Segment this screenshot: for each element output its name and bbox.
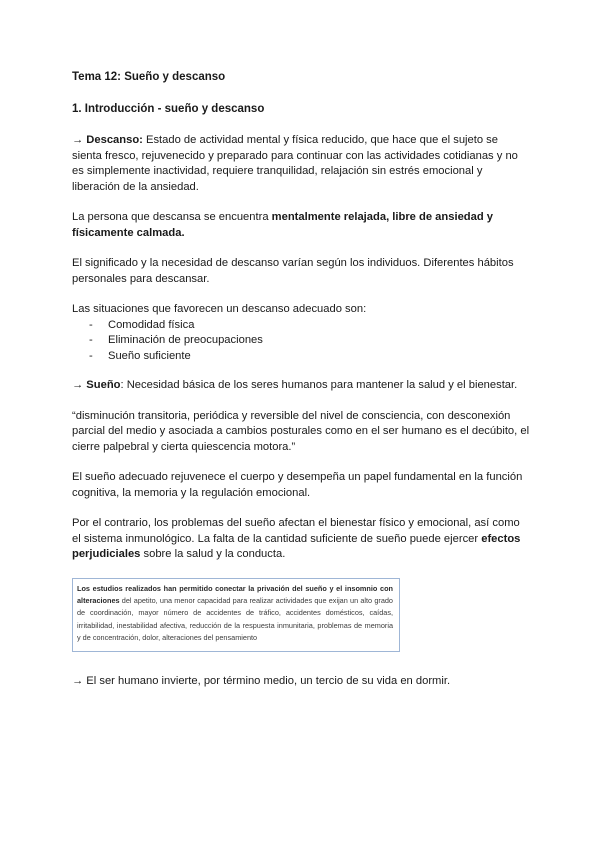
problemas-text-end: sobre la salud y la conducta. [140,548,286,560]
section-heading: 1. Introducción - sueño y descanso [72,102,265,115]
persona-emphasis: mentalmente relajada, libre de ansiedad y físicamente calmada. [72,211,494,239]
situaciones-list [72,318,530,365]
problemas-text: Por el contrario, los problemas del sueño afectan el bienestar físico y emocional, así como el sistema inmunológico. La falta de la cantidad suficiente de sueño puede ejercer [72,517,520,545]
rejuvenece-paragraph: El sueño adecuado rejuvenece el cuerpo y desempeña un papel fundamental en la función cognitiva, la memoria y la regulación emocional. [72,471,523,499]
list-item: - Comodidad física [72,318,530,334]
descanso-paragraph [72,133,530,195]
arrow-glyph: → [72,134,87,146]
situaciones-intro: Las situaciones que favorecen un descanso adecuado son: [72,303,367,315]
document-body [72,70,530,704]
significado-paragraph: El significado y la necesidad de descanso varían según los individuos. Diferentes hábitos personales para descansar. [72,257,514,285]
document-title: Tema 12: Sueño y descanso [72,71,226,83]
highlight-box [72,578,400,652]
persona-paragraph [72,210,530,241]
sueno-definition: : Necesidad básica de los seres humanos para mantener la salud y el bienestar. [120,379,518,391]
list-item: - Eliminación de preocupaciones [72,333,530,349]
persona-text: La persona que descansa se encuentra [72,211,272,223]
highlight-box-text: del apetito, una menor capacidad para realizar actividades que exijan un alto grado de coordinación, mayor número de accidentes de tráfico, accidentes domésticos, caídas, irritabilidad, inestabilidad afectiva, reducción de la respuesta inmunitaria, problemas de memoria y de concentración, dolor, alteraciones del pensamiento [77,595,393,643]
arrow-glyph: → [72,379,87,391]
descanso-definition: Estado de actividad mental y física reducido, que hace que el sujeto se sienta fresco, rejuvenecido y preparado para continuar con las actividades cotidianas y no es simplemente inactividad, requiere tranquilidad, relajación sin estrés emocional y liberación de la ansiedad. [72,134,518,193]
final-paragraph: → El ser humano invierte, por término medio, un tercio de su vida en dormir. [72,674,451,687]
highlight-box-bold: Los estudios realizados han permitido conectar la privación del sueño y el insomnio con alteraciones [77,583,393,605]
problemas-emphasis: efectos perjudiciales [72,532,521,560]
descanso-term: Descanso: [86,134,143,146]
sueno-term: Sueño [86,379,121,391]
cita-paragraph: “disminución transitoria, periódica y reversible del nivel de consciencia, con desconexión parcial del medio y asociada a cambios posturales como en el ser humano es el decúbito, el cierre palpebral y cierta quiescencia motora.” [72,409,530,453]
list-item: - Sueño suficiente [72,349,530,365]
sueno-paragraph [72,378,530,394]
problemas-paragraph [72,516,530,563]
